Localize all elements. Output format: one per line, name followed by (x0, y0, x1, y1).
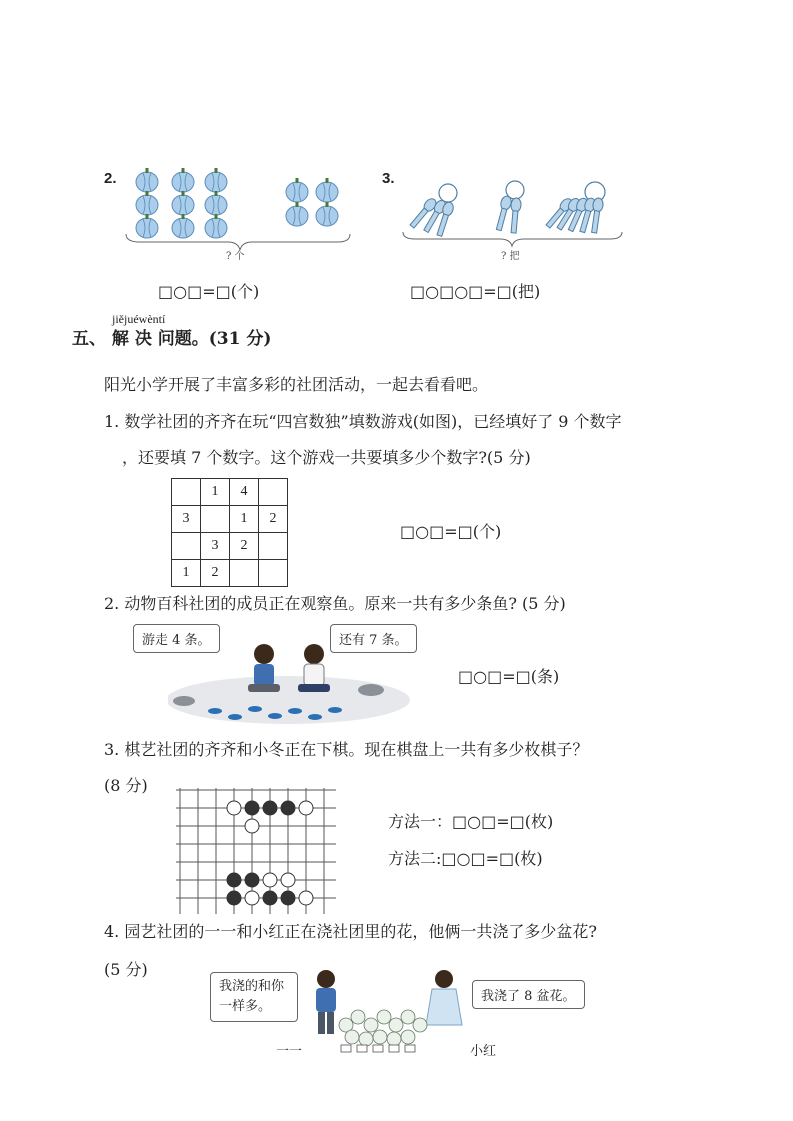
rock (358, 684, 384, 696)
name-label-right: 小红 (470, 1044, 497, 1059)
grid-cell (259, 479, 288, 506)
key-bunch-3 (544, 182, 605, 233)
fish (288, 708, 302, 714)
fish (208, 708, 222, 714)
p1-equation: □○□=□(个) (400, 522, 502, 541)
speech-bubble-right: 我浇了 8 盆花。 (472, 980, 585, 1009)
grid-cell (259, 533, 288, 560)
name-label-left: 一一 (276, 1044, 303, 1059)
go-board (176, 788, 336, 914)
sudoku-grid (171, 478, 288, 587)
grid-cell: 4 (230, 479, 259, 506)
grid-cell (259, 560, 288, 587)
q3-caption: ? 把 (501, 251, 520, 262)
q2-equation: □○□=□(个) (158, 282, 260, 301)
p2-equation: □○□=□(条) (458, 667, 560, 686)
section-intro: 阳光小学开展了丰富多彩的社团活动，一起去看看吧。 (104, 375, 489, 394)
p3-method1: 方法一：□○□=□(枚) (388, 812, 554, 831)
speech-bubble-right: 还有 7 条。 (330, 624, 417, 653)
grid-cell: 2 (259, 506, 288, 533)
grid-cell: 3 (201, 533, 230, 560)
grid-cell (172, 533, 201, 560)
fish (248, 706, 262, 712)
key-bunch-2 (494, 181, 524, 233)
p3-text-line2: (8 分) (104, 776, 148, 795)
grid-cell: 2 (201, 560, 230, 587)
p4-text-line1: 4. 园艺社团的一一和小红正在浇社团里的花，他俩一共浇了多少盆花? (104, 922, 597, 941)
grid-cell: 1 (230, 506, 259, 533)
fish (228, 714, 242, 720)
speech-bubble-left: 游走 4 条。 (133, 624, 220, 653)
grid-cell: 1 (201, 479, 230, 506)
p3-method2: 方法二:□○□=□(枚) (388, 849, 543, 868)
pumpkin-group-left (136, 168, 227, 238)
grid-cell: 3 (172, 506, 201, 533)
pumpkin-illustration (120, 160, 360, 260)
p1-text-line1: 1. 数学社团的齐齐在玩“四宫数独”填数游戏(如图)，已经填好了 9 个数字 (104, 412, 622, 431)
q2-caption: ? 个 (226, 251, 245, 262)
key-bunch-1 (408, 184, 457, 237)
p4-text-line2: (5 分) (104, 960, 148, 979)
rock (173, 696, 195, 706)
fish (308, 714, 322, 720)
grid-cell (172, 479, 201, 506)
grid-cell (201, 506, 230, 533)
fish (328, 707, 342, 713)
q2-number: 2. (104, 170, 117, 187)
pumpkin-group-right (286, 178, 338, 226)
grid-cell: 2 (230, 533, 259, 560)
fish (268, 713, 282, 719)
watering-flowers-illustration (296, 965, 471, 1055)
p3-text-line1: 3. 棋艺社团的齐齐和小冬正在下棋。现在棋盘上一共有多少枚棋子？ (104, 740, 589, 759)
grid-cell (230, 560, 259, 587)
p2-text: 2. 动物百科社团的成员正在观察鱼。原来一共有多少条鱼? (5 分) (104, 594, 566, 613)
q3-equation: □○□○□=□(把) (410, 282, 541, 301)
heading-pinyin: jiějuéwèntí (112, 312, 166, 326)
p1-text-line2: ，还要填 7 个数字。这个游戏一共要填多少个数字?(5 分) (122, 448, 531, 467)
speech-bubble-left: 我浇的和你一样多。 (210, 972, 298, 1022)
grid-cell: 1 (172, 560, 201, 587)
section-heading: 五、 解 决 问题。(31 分) (72, 329, 272, 349)
q3-number: 3. (382, 170, 395, 187)
